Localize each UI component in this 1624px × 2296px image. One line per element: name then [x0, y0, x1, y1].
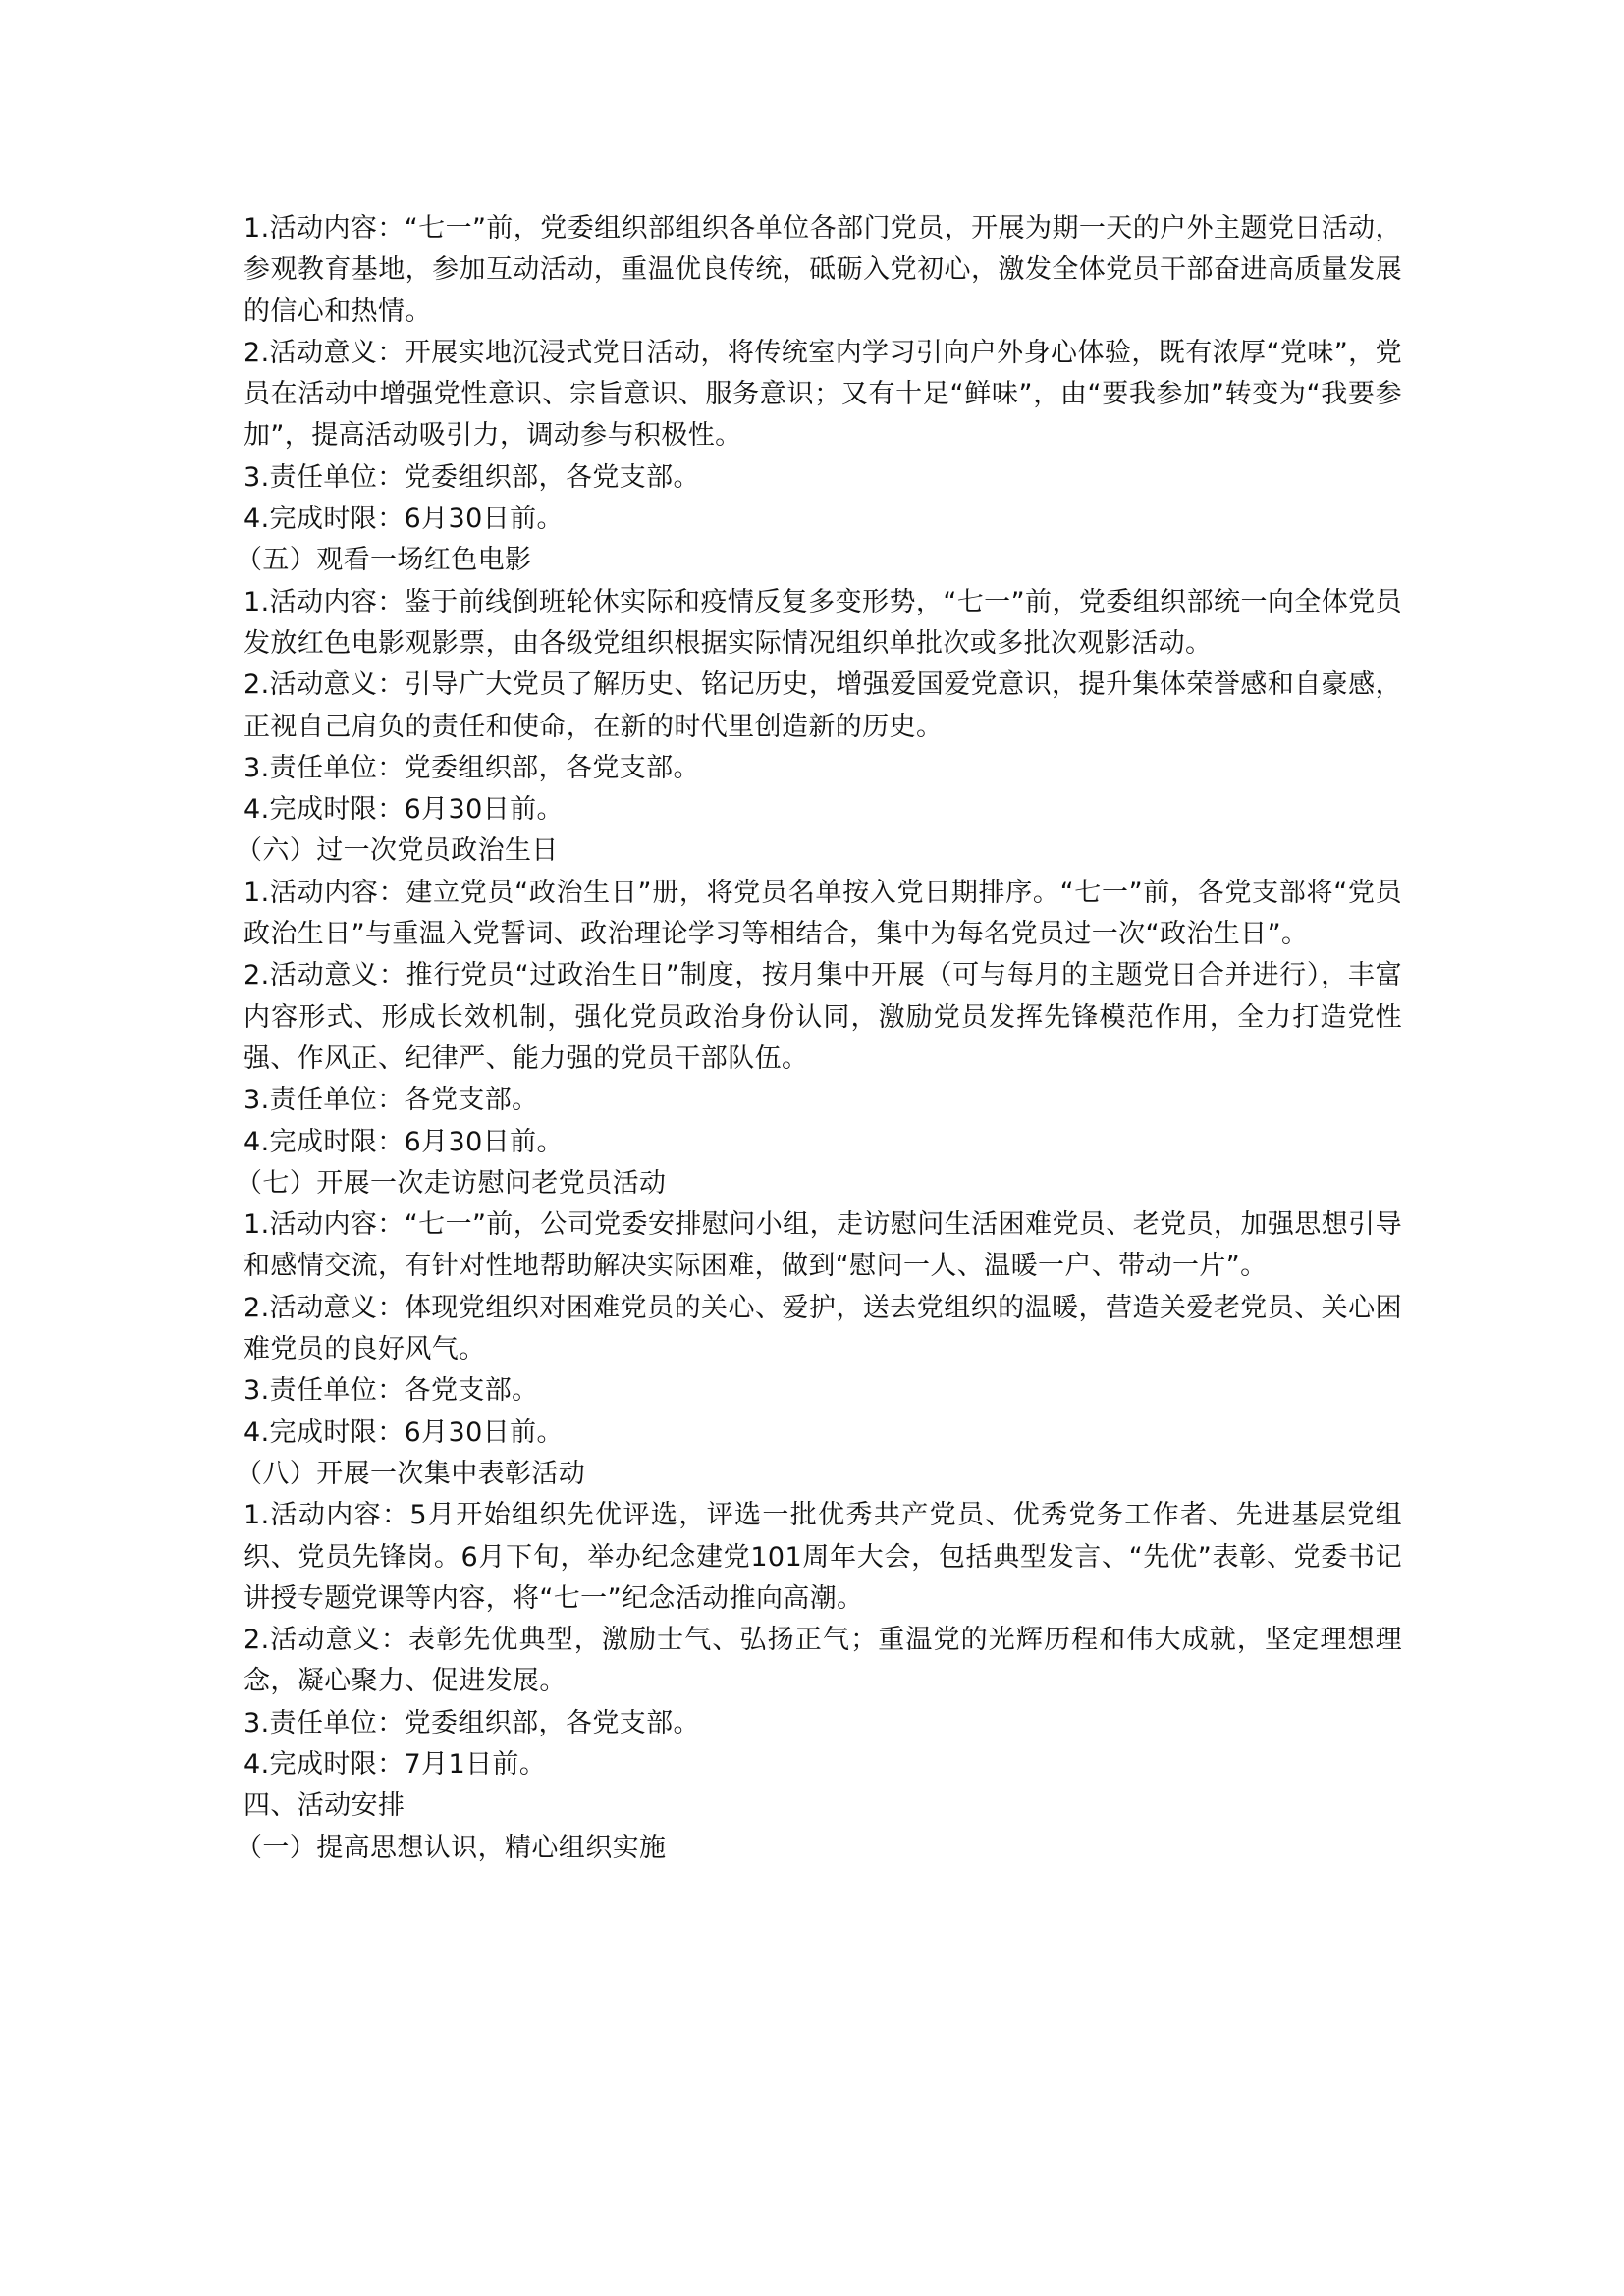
- activity-content-paragraph: 1.活动内容：“七一”前，党委组织部组织各单位各部门党员，开展为期一天的户外主题党日活动，参观教育基地，参加互动活动，重温优良传统，砥砺入党初心，激发全体党员干部奋进高质量发展的信心和热情。: [244, 213, 1402, 327]
- deadline-paragraph: 4.完成时限：6月30日前。: [244, 1416, 564, 1448]
- responsible-unit-paragraph: 3.责任单位：党委组织部，各党支部。: [244, 461, 700, 493]
- responsible-unit-paragraph: 3.责任单位：党委组织部，各党支部。: [244, 1707, 700, 1738]
- responsible-unit-paragraph: 3.责任单位：党委组织部，各党支部。: [244, 752, 700, 783]
- responsible-unit-paragraph: 3.责任单位：各党支部。: [244, 1085, 539, 1116]
- section-heading-1: （一）提高思想认识，精心组织实施: [236, 1832, 667, 1863]
- activity-meaning-paragraph: 2.活动意义：开展实地沉浸式党日活动，将传统室内学习引向户外身心体验，既有浓厚“党味”，党员在活动中增强党性意识、宗旨意识、服务意识；又有十足“鲜味”，由“要我参加”转变为“我要参加”，提高活动吸引力，调动参与积极性。: [244, 337, 1402, 452]
- section-heading-8: （八）开展一次集中表彰活动: [236, 1458, 586, 1489]
- activity-meaning-paragraph: 2.活动意义：推行党员“过政治生日”制度，按月集中开展（可与每月的主题党日合并进行），丰富内容形式、形成长效机制，强化党员政治身份认同，激励党员发挥先锋模范作用，全力打造党性强、作风正、纪律严、能力强的党员干部队伍。: [244, 960, 1402, 1074]
- activity-content-paragraph: 1.活动内容：5月开始组织先优评选，评选一批优秀共产党员、优秀党务工作者、先进基层党组织、党员先锋岗。6月下旬，举办纪念建党101周年大会，包括典型发言、“先优”表彰、党委书记讲授专题党课等内容，将“七一”纪念活动推向高潮。: [244, 1500, 1402, 1614]
- deadline-paragraph: 4.完成时限：6月30日前。: [244, 1126, 564, 1157]
- section-heading-7: （七）开展一次走访慰问老党员活动: [236, 1167, 667, 1199]
- document-body: [236, 208, 1402, 1869]
- deadline-paragraph: 4.完成时限：6月30日前。: [244, 794, 564, 826]
- activity-content-paragraph: 1.活动内容：“七一”前，公司党委安排慰问小组，走访慰问生活困难党员、老党员，加强思想引导和感情交流，有针对性地帮助解决实际困难，做到“慰问一人、温暖一户、带动一片”。: [244, 1209, 1402, 1282]
- deadline-paragraph: 4.完成时限：7月1日前。: [244, 1748, 547, 1780]
- chapter-heading-4: 四、活动安排: [244, 1790, 406, 1822]
- activity-content-paragraph: 1.活动内容：建立党员“政治生日”册，将党员名单按入党日期排序。“七一”前，各党支部将“党员政治生日”与重温入党誓词、政治理论学习等相结合，集中为每名党员过一次“政治生日”。: [244, 877, 1402, 950]
- activity-meaning-paragraph: 2.活动意义：体现党组织对困难党员的关心、爱护，送去党组织的温暖，营造关爱老党员、关心困难党员的良好风气。: [244, 1292, 1402, 1365]
- section-heading-6: （六）过一次党员政治生日: [236, 835, 559, 867]
- activity-meaning-paragraph: 2.活动意义：引导广大党员了解历史、铭记历史，增强爱国爱党意识，提升集体荣誉感和自豪感，正视自己肩负的责任和使命，在新的时代里创造新的历史。: [244, 669, 1402, 742]
- activity-content-paragraph: 1.活动内容：鉴于前线倒班轮休实际和疫情反复多变形势，“七一”前，党委组织部统一向全体党员发放红色电影观影票，由各级党组织根据实际情况组织单批次或多批次观影活动。: [244, 586, 1402, 659]
- deadline-paragraph: 4.完成时限：6月30日前。: [244, 504, 564, 535]
- responsible-unit-paragraph: 3.责任单位：各党支部。: [244, 1375, 539, 1407]
- section-heading-5: （五）观看一场红色电影: [236, 545, 532, 576]
- activity-meaning-paragraph: 2.活动意义：表彰先优典型，激励士气、弘扬正气；重温党的光辉历程和伟大成就，坚定理想理念，凝心聚力、促进发展。: [244, 1625, 1402, 1697]
